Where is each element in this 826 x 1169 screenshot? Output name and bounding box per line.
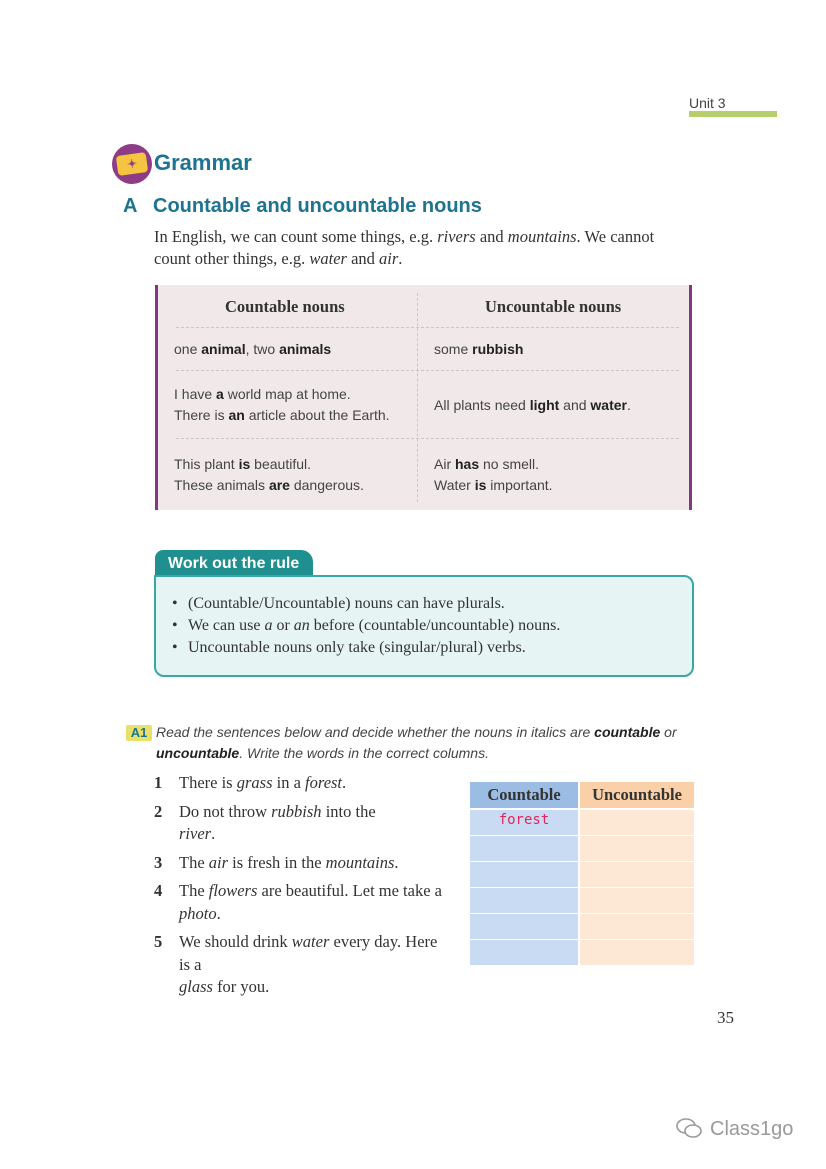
rule-item: • Uncountable nouns only take (singular/plural) verbs. — [188, 637, 692, 659]
section-title: Grammar — [154, 150, 252, 175]
uncountable-header: Uncountable nouns — [485, 297, 622, 316]
table-cell: Air has no smell. Water is important. — [434, 456, 553, 493]
list-item: 1 There is grass in a forest. — [154, 773, 347, 792]
countable-header: Countable nouns — [225, 297, 345, 316]
subsection-title: Countable and uncountable nouns — [153, 195, 482, 217]
answer-cell-uncountable[interactable] — [580, 810, 694, 835]
table-divider — [417, 293, 418, 502]
answer-cell-countable[interactable] — [470, 836, 578, 861]
answer-cell-countable[interactable] — [470, 888, 578, 913]
subsection-letter: A — [123, 195, 138, 217]
answer-cell-countable[interactable] — [470, 862, 578, 887]
list-item: 2 Do not throw rubbish into the river. — [154, 801, 376, 843]
exercise-items — [154, 772, 444, 1005]
answer-cell-uncountable[interactable] — [580, 940, 694, 965]
exercise-instructions: Read the sentences below and decide whether the nouns in italics are countable or uncountable. Write the words in the correct columns. — [156, 724, 677, 761]
wechat-icon — [676, 1118, 702, 1138]
list-item: 3 The air is fresh in the mountains. — [154, 852, 399, 872]
table-cell: one animal, two animals — [174, 341, 332, 357]
nouns-table — [155, 285, 692, 510]
answer-cell-uncountable[interactable] — [580, 836, 694, 861]
exercise-badge: A1 — [126, 725, 152, 741]
page-number: 35 — [717, 1008, 734, 1027]
unit-underline — [689, 111, 777, 117]
rule-item: • (Countable/Uncountable) nouns can have plurals. — [188, 593, 692, 615]
rule-list — [156, 577, 692, 659]
answer-table — [470, 782, 694, 966]
table-cell: I have a world map at home. There is an article about the Earth. — [174, 386, 390, 423]
table-cell: This plant is beautiful. These animals are dangerous. — [174, 456, 364, 493]
answer-cell-uncountable[interactable] — [580, 914, 694, 939]
answer-cell-countable[interactable] — [470, 940, 578, 965]
list-item: 4 The flowers are beautiful. Let me take a photo. — [154, 881, 442, 923]
answer-cell-countable[interactable] — [470, 914, 578, 939]
table-cell: some rubbish — [434, 341, 524, 357]
answer-forest: forest — [498, 812, 550, 828]
answer-countable-header: Countable — [470, 782, 578, 808]
unit-label: Unit 3 — [689, 95, 726, 111]
answer-cell-uncountable[interactable] — [580, 862, 694, 887]
rule-item: • We can use a or an before (countable/uncountable) nouns. — [188, 615, 692, 637]
answer-uncountable-header: Uncountable — [580, 782, 694, 808]
grammar-puzzle-icon: ✦ — [112, 144, 152, 184]
rule-tab: Work out the rule — [155, 550, 313, 577]
watermark: Class1go — [676, 1118, 793, 1141]
rule-box — [154, 575, 694, 677]
list-item: 5 We should drink water every day. Here is a glass for you. — [154, 932, 438, 996]
intro-paragraph: In English, we can count some things, e.g. rivers and mountains. We cannot count other things, e.g. water and air. — [154, 227, 655, 268]
answer-cell-uncountable[interactable] — [580, 888, 694, 913]
table-cell: All plants need light and water. — [434, 397, 631, 413]
